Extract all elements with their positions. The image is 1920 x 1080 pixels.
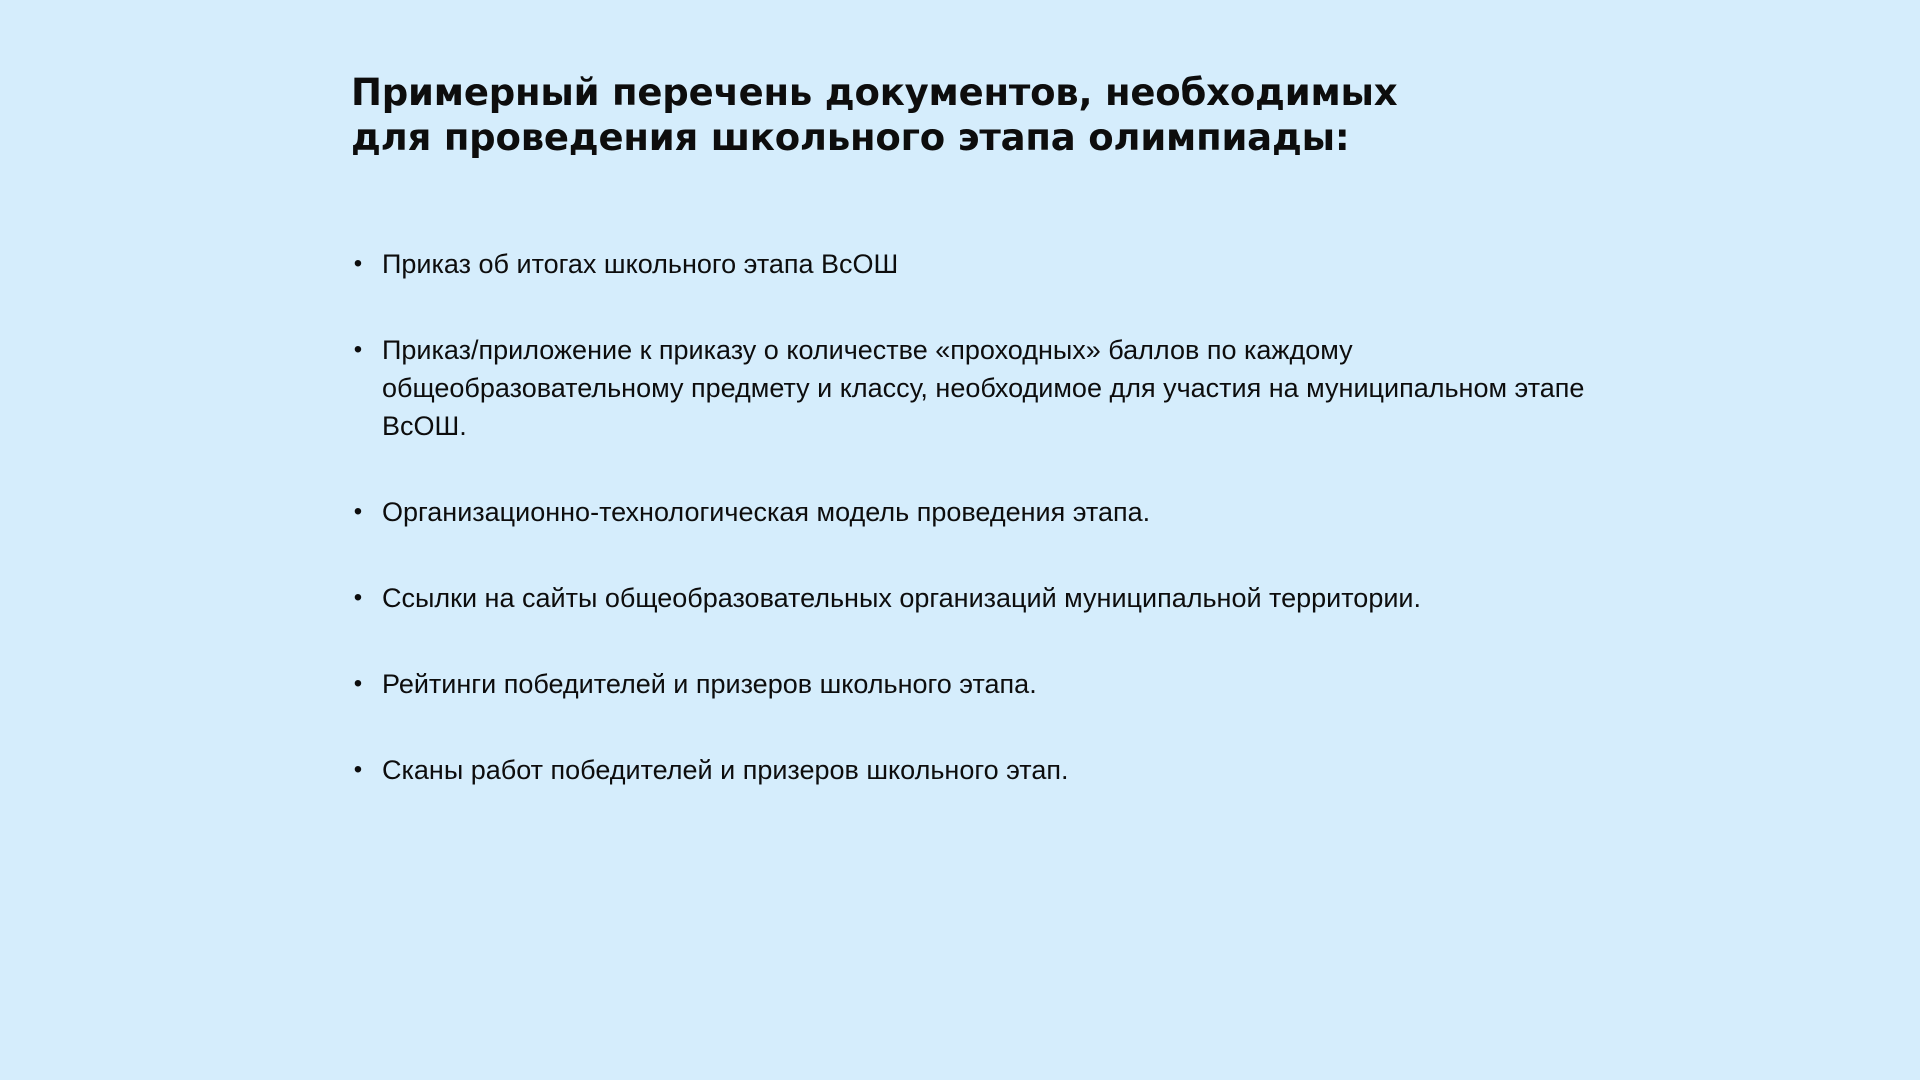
bullet-icon: •: [353, 584, 363, 611]
bullet-icon: •: [353, 336, 363, 363]
list-item: [351, 493, 1591, 531]
list-item-text: Рейтинги победителей и призеров школьного этапа.: [382, 669, 1037, 699]
list-item-text: Приказ/приложение к приказу о количестве «проходных» баллов по каждому общеобразовательному предмету и классу, необходимое для участия на муниципальном этапе ВсОШ.: [382, 335, 1585, 441]
list-item-text: Сканы работ победителей и призеров школьного этап.: [382, 755, 1069, 785]
bullet-icon: •: [353, 498, 363, 525]
list-item-text: Ссылки на сайты общеобразовательных организаций муниципальной территории.: [382, 583, 1421, 613]
bullet-icon: •: [353, 756, 363, 783]
list-item-text: Организационно-технологическая модель проведения этапа.: [382, 497, 1151, 527]
list-item: [351, 245, 1591, 283]
list-item-text: Приказ об итогах школьного этапа ВсОШ: [382, 249, 899, 279]
bullet-icon: •: [353, 250, 363, 277]
bullet-icon: •: [353, 670, 363, 697]
document-list: [351, 245, 1591, 837]
page-title: [351, 70, 1651, 160]
list-item: [351, 331, 1591, 445]
title-line-2: для проведения школьного этапа олимпиады:: [351, 116, 1350, 159]
list-item: [351, 751, 1591, 789]
list-item: [351, 579, 1591, 617]
title-line-1: Примерный перечень документов, необходимых: [351, 71, 1398, 114]
list-item: [351, 665, 1591, 703]
